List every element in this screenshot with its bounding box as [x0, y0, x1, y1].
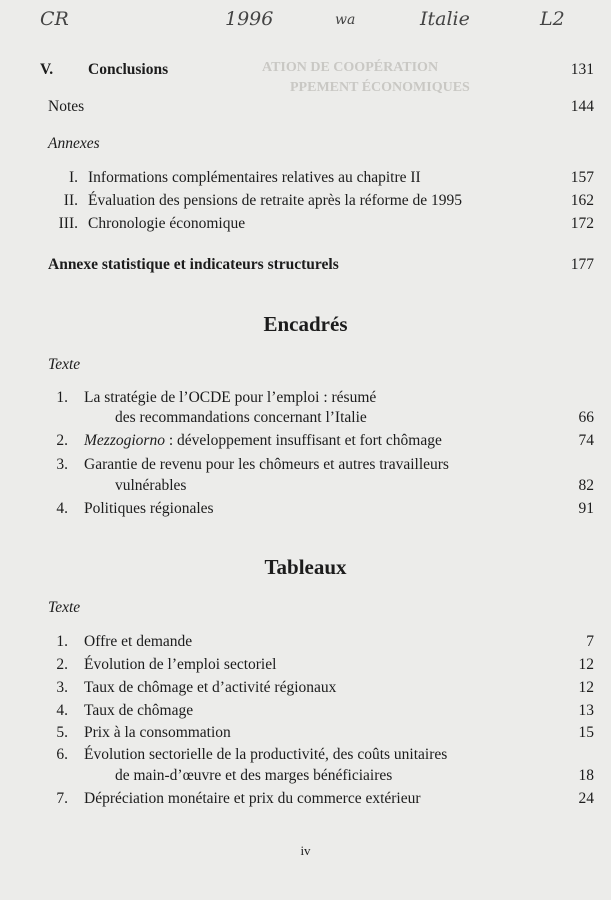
page-number: iv: [300, 843, 311, 858]
toc-label: Prix à la consommation: [84, 724, 231, 741]
handwritten-note: CR: [40, 8, 69, 30]
toc-number: 7.: [56, 790, 68, 807]
toc-page: 131: [570, 61, 594, 78]
toc-number: 4.: [56, 702, 68, 719]
toc-number: V.: [40, 61, 54, 78]
annexes-heading: Annexes: [48, 135, 100, 152]
toc-page: 18: [578, 767, 594, 784]
handwritten-note: Italie: [420, 8, 470, 30]
toc-label-continuation: des recommandations concernant l’Italie: [115, 409, 367, 426]
toc-label-rest: : développement insuffisant et fort chômage: [164, 432, 442, 449]
toc-label: Informations complémentaires relatives au chapitre II: [88, 169, 421, 186]
tableaux-section-label: Texte: [48, 599, 81, 616]
toc-label: Taux de chômage: [84, 702, 194, 719]
toc-label-continuation: de main-d’œuvre et des marges bénéficiaires: [115, 767, 393, 784]
toc-label-italic: Mezzogiorno: [84, 432, 165, 449]
toc-label: Évolution de l’emploi sectoriel: [84, 656, 277, 673]
toc-number: 6.: [56, 746, 68, 763]
toc-number: 5.: [56, 724, 68, 741]
toc-page: 172: [570, 215, 594, 232]
handwritten-note: wa: [335, 12, 356, 28]
bleed-through-text: ATION DE COOPÉRATION: [262, 60, 439, 75]
toc-label: Chronologie économique: [88, 215, 246, 232]
toc-number: 4.: [56, 500, 68, 517]
toc-page: 82: [578, 477, 594, 494]
toc-label: Politiques régionales: [84, 500, 214, 517]
toc-label: Offre et demande: [84, 633, 193, 650]
toc-number: II.: [63, 192, 78, 209]
toc-page: 177: [570, 256, 594, 273]
toc-number: 1.: [56, 389, 68, 406]
tableaux-title: Tableaux: [264, 555, 347, 579]
handwritten-note: L2: [540, 8, 565, 30]
toc-label-continuation: vulnérables: [115, 477, 187, 494]
toc-page: 12: [578, 656, 594, 673]
toc-number: 2.: [56, 432, 68, 449]
toc-page: 7: [586, 633, 594, 650]
toc-label: Évaluation des pensions de retraite après la réforme de 1995: [88, 192, 463, 209]
toc-number: 3.: [56, 456, 68, 473]
toc-page: 15: [578, 724, 594, 741]
bleed-through-text: PPEMENT ÉCONOMIQUES: [290, 80, 470, 95]
toc-label: La stratégie de l’OCDE pour l’emploi : résumé: [84, 389, 377, 406]
toc-label: [84, 431, 442, 451]
toc-label: Évolution sectorielle de la productivité, des coûts unitaires: [84, 746, 448, 763]
toc-number: I.: [68, 169, 78, 186]
toc-label: Notes: [48, 98, 85, 115]
toc-label: Garantie de revenu pour les chômeurs et autres travailleurs: [84, 456, 449, 473]
toc-page: 13: [578, 702, 594, 719]
toc-label: Annexe statistique et indicateurs structurels: [48, 256, 339, 273]
toc-number: III.: [58, 215, 78, 232]
toc-page: 91: [578, 500, 594, 517]
toc-label: Taux de chômage et d’activité régionaux: [84, 679, 337, 696]
toc-page: 24: [578, 790, 594, 807]
toc-number: 2.: [56, 656, 68, 673]
toc-page: 144: [570, 98, 594, 115]
handwritten-note: 1996: [225, 8, 274, 30]
toc-page: 12: [578, 679, 594, 696]
toc-number: 3.: [56, 679, 68, 696]
toc-label: Dépréciation monétaire et prix du commerce extérieur: [84, 790, 421, 807]
toc-label: Conclusions: [88, 61, 169, 78]
encadres-section-label: Texte: [48, 356, 81, 373]
encadres-title: Encadrés: [263, 312, 348, 336]
toc-page: 66: [578, 409, 594, 426]
toc-number: 1.: [56, 633, 68, 650]
toc-page: 157: [570, 169, 594, 186]
toc-page: 162: [570, 192, 594, 209]
toc-page: 74: [578, 432, 594, 449]
